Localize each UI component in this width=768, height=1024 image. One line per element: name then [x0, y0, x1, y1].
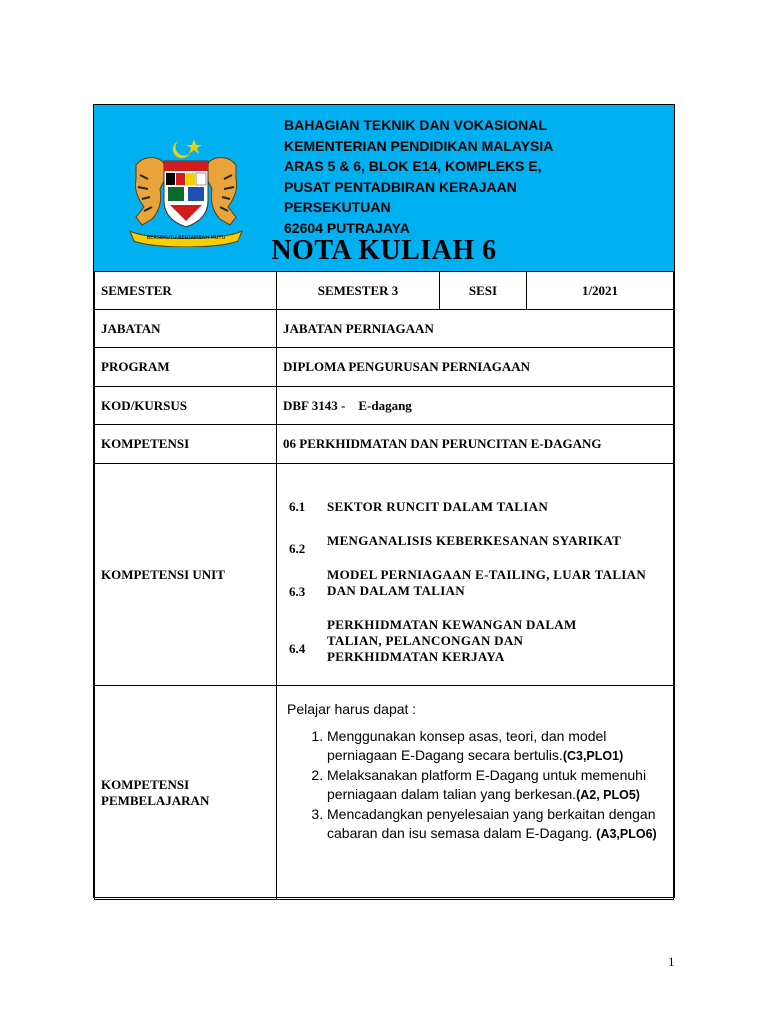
outcome-tag: (A3,PLO6) [596, 827, 657, 841]
unit-cell [277, 464, 674, 686]
outcome-tag: (A2, PLO5) [576, 788, 640, 802]
document-frame [93, 104, 675, 898]
table-row [95, 272, 674, 310]
outcome-tag: (C3,PLO1) [562, 749, 624, 763]
address-line: 62604 PUTRAJAYA [284, 219, 410, 233]
unit-text: MODEL PERNIAGAAN E-TAILING, LUAR TALIAN DAN DALAM TALIAN [327, 566, 647, 598]
learning-outcomes [283, 686, 667, 864]
kod-label: KOD/KURSUS [95, 387, 277, 425]
list-item [327, 766, 663, 805]
address-line: KEMENTERIAN PENDIDIKAN MALAYSIA [284, 137, 554, 154]
kompetensi-label: KOMPETENSI [95, 425, 277, 464]
address-line: PUSAT PENTADBIRAN KERAJAAN [284, 178, 517, 195]
unit-number: 6.3 [289, 583, 306, 599]
unit-text: PERKHIDMATAN KEWANGAN DALAM TALIAN, PELANCONGAN DAN PERKHIDMATAN KERJAYA [327, 616, 577, 664]
address-line: BAHAGIAN TEKNIK DAN VOKASIONAL [284, 117, 547, 133]
jabatan-value: JABATAN PERNIAGAAN [277, 310, 674, 348]
program-label: PROGRAM [95, 348, 277, 387]
program-value: DIPLOMA PENGURUSAN PERNIAGAAN [277, 348, 674, 387]
list-item [327, 805, 663, 844]
unit-label: KOMPETENSI UNIT [95, 464, 277, 686]
kompetensi-value: 06 PERKHIDMATAN DAN PERUNCITAN E-DAGANG [277, 425, 674, 464]
learning-cell [277, 686, 674, 900]
table-row [95, 686, 674, 900]
semester-value: SEMESTER 3 [277, 272, 440, 310]
jabatan-label: JABATAN [95, 310, 277, 348]
header-banner [94, 105, 674, 272]
svg-text:BERSEKUTU BERTAMBAH MUTU: BERSEKUTU BERTAMBAH MUTU [146, 235, 226, 241]
list-item [327, 727, 663, 766]
table-row [95, 387, 674, 425]
learning-label [95, 686, 277, 900]
unit-list [277, 465, 673, 685]
sesi-label: SESI [440, 272, 527, 310]
table-row [95, 310, 674, 348]
kod-value: DBF 3143 - E-dagang [277, 387, 674, 425]
table-row [95, 464, 674, 686]
sesi-value: 1/2021 [527, 272, 674, 310]
outcome-text: Mencadangkan penyelesaian yang berkaitan dengan cabaran dan isu semasa dalam E-Dagang. [327, 806, 656, 841]
learning-label-line: PEMBELAJARAN [101, 792, 210, 808]
outcome-text: Melaksanakan platform E-Dagang untuk memenuhi perniagaan dalam talian yang berkesan. [327, 767, 647, 802]
table-row [95, 348, 674, 387]
page-title: NOTA KULIAH 6 [271, 235, 497, 266]
unit-text: SEKTOR RUNCIT DALAM TALIAN [327, 498, 549, 514]
address-line: PERSEKUTUAN [284, 199, 391, 215]
address-line: ARAS 5 & 6, BLOK E14, KOMPLEKS E, [284, 158, 542, 174]
unit-number: 6.4 [289, 640, 306, 656]
page-number: 1 [668, 954, 675, 969]
learning-intro: Pelajar harus dapat : [287, 701, 417, 717]
semester-label: SEMESTER [95, 272, 277, 310]
learning-list [287, 727, 663, 844]
malaysia-coat-of-arms-icon [116, 135, 256, 247]
course-info-table [94, 271, 674, 900]
table-row [95, 425, 674, 464]
address-block [284, 115, 664, 233]
unit-number: 6.2 [289, 540, 306, 556]
learning-label-line: KOMPETENSI [101, 776, 190, 792]
unit-number: 6.1 [289, 498, 306, 514]
outcome-text: Menggunakan konsep asas, teori, dan model perniagaan E-Dagang secara bertulis. [327, 728, 607, 763]
unit-text: MENGANALISIS KEBERKESANAN SYARIKAT [327, 532, 622, 548]
